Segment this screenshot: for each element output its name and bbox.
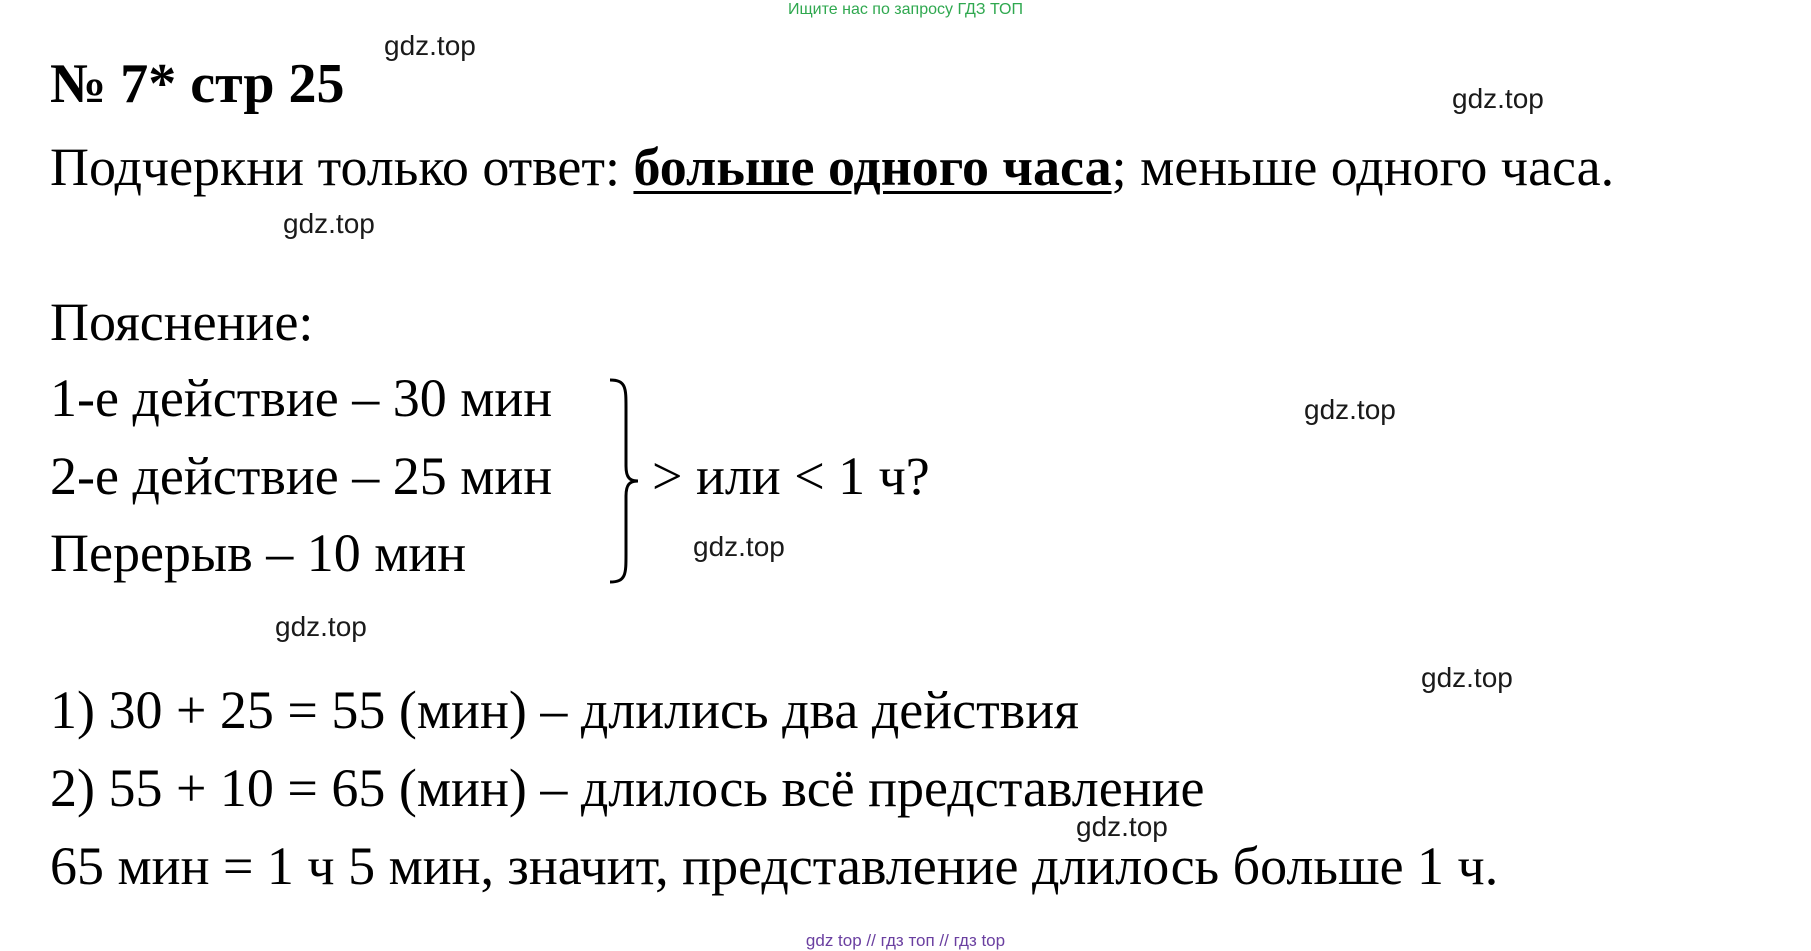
explanation-line-1: 1-е действие – 30 мин (50, 368, 553, 428)
search-hint-banner: Ищите нас по запросу ГДЗ ТОП (788, 1, 1023, 18)
watermark: gdz.top (1452, 83, 1544, 114)
solution-line-3: 65 мин = 1 ч 5 мин, значит, представление длилось больше 1 ч. (50, 836, 1499, 896)
explanation-heading: Пояснение: (50, 292, 314, 352)
task-line (50, 135, 1614, 199)
watermark: gdz.top (1076, 811, 1168, 842)
task-prefix: Подчеркни только ответ: (50, 137, 634, 197)
solution-line-2: 2) 55 + 10 = 65 (мин) – длилось всё представление (50, 758, 1205, 818)
watermark: gdz.top (384, 30, 476, 61)
footer-links: gdz top // гдз топ // гдз top (805, 931, 1006, 950)
watermark: gdz.top (1421, 662, 1513, 693)
watermark: gdz.top (283, 208, 375, 239)
curly-brace-icon (600, 378, 640, 584)
watermark: gdz.top (275, 611, 367, 642)
explanation-line-3: Перерыв – 10 мин (50, 523, 467, 583)
solution-line-1: 1) 30 + 25 = 55 (мин) – длились два действия (50, 680, 1079, 740)
task-answer-underlined: больше одного часа (633, 137, 1112, 197)
watermark: gdz.top (693, 531, 785, 562)
explanation-line-2: 2-е действие – 25 мин (50, 446, 553, 506)
watermark: gdz.top (1304, 394, 1396, 425)
task-suffix: ; меньше одного часа. (1111, 137, 1615, 197)
comparison-question: > или < 1 ч? (652, 446, 930, 506)
exercise-title: № 7* стр 25 (50, 53, 345, 115)
